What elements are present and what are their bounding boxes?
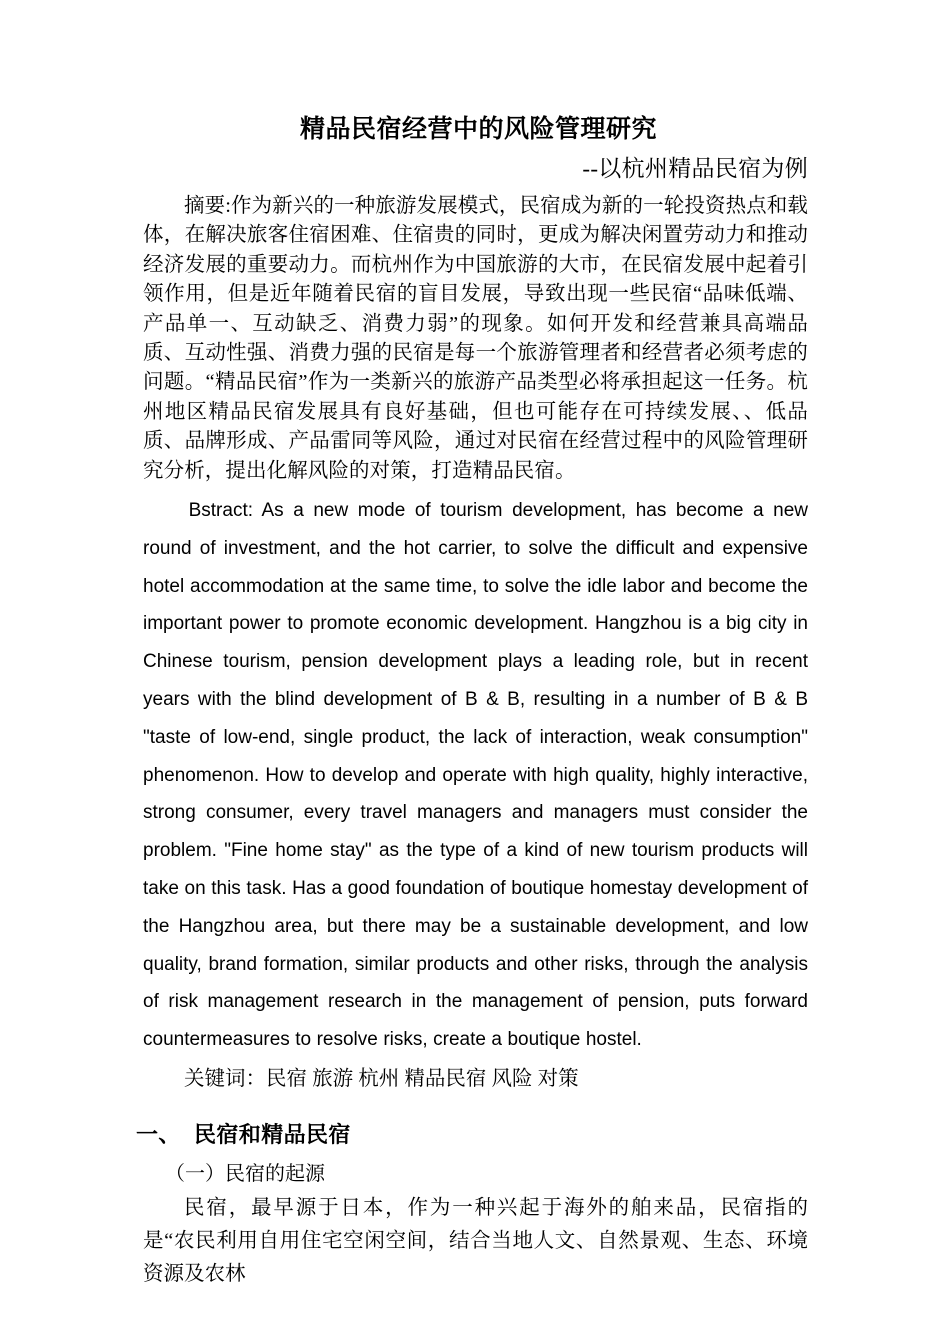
page-subtitle: --以杭州精品民宿为例 bbox=[582, 156, 808, 181]
english-abstract-paragraph: Bstract: As a new mode of tourism development, has become a new round of investment, and the hot carrier, to solve the difficult and expensive hotel accommodation at the same time, to solve the idle labor and become the important power to promote economic development. Hangzhou is a big city in Chinese tourism, pension development plays a leading role, but in recent years with the blind development of B & B, resulting in a number of B & B "taste of low-end, single product, the lack of interaction, weak consumption" phenomenon. How to develop and operate with high quality, highly interactive, strong consumer, every travel managers and managers must consider the problem. "Fine home stay" as the type of a kind of new tourism products will take on this task. Has a good foundation of boutique homestay development of the Hangzhou area, but there may be a sustainable development, and low quality, brand formation, similar products and other risks, through the analysis of risk management research in the management of pension, puts forward countermeasures to resolve risks, create a boutique hostel. bbox=[143, 500, 808, 1051]
document-content bbox=[136, 112, 808, 1291]
keywords-line: 关键词：民宿 旅游 杭州 精品民宿 风险 对策 bbox=[184, 1068, 579, 1091]
page-title: 精品民宿经营中的风险管理研究 bbox=[299, 116, 657, 143]
chinese-abstract-paragraph: 摘要:作为新兴的一种旅游发展模式，民宿成为新的一轮投资热点和载体，在解决旅客住宿困难、住宿贵的同时，更成为解决闲置劳动力和推动经济发展的重要动力。而杭州作为中国旅游的大市，在民宿发展中起着引领作用，但是近年随着民宿的盲目发展，导致出现一些民宿“品味低端、产品单一、互动缺乏、消费力弱”的现象。如何开发和经营兼具高端品质、互动性强、消费力强的民宿是每一个旅游管理者和经营者必须考虑的问题。“精品民宿”作为一类新兴的旅游产品类型必将承担起这一任务。杭州地区精品民宿发展具有良好基础，但也可能存在可持续发展、、低品质、品牌形成、产品雷同等风险，通过对民宿在经营过程中的风险管理研究分析，提出化解风险的对策，打造精品民宿。 bbox=[143, 195, 808, 482]
section-body-paragraph: 民宿，最早源于日本，作为一种兴起于海外的舶来品，民宿指的是“农民利用自用住宅空闲空间，结合当地人文、自然景观、生态、环境资源及农林 bbox=[143, 1197, 808, 1286]
subsection-heading-1-1: （一）民宿的起源 bbox=[165, 1163, 325, 1186]
section-title: 民宿和精品民宿 bbox=[194, 1122, 351, 1148]
section-number: 一、 bbox=[136, 1122, 181, 1148]
section-heading-1 bbox=[136, 1118, 808, 1152]
